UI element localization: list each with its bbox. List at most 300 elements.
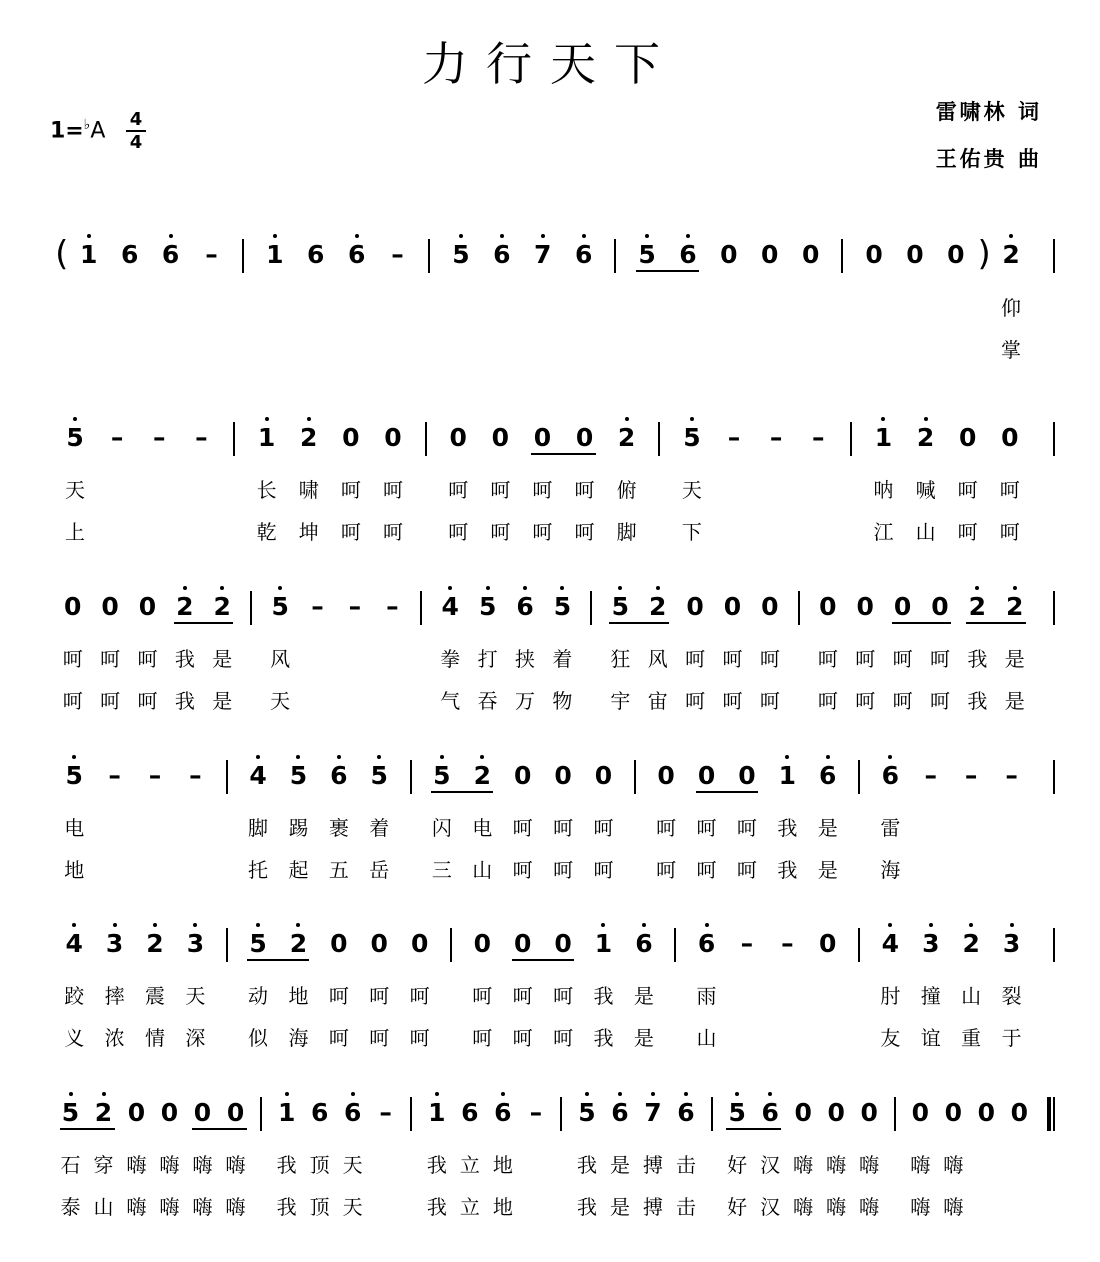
high-dot [278,586,282,590]
lyric: 嗨 [225,1195,246,1219]
note: 2 [962,929,980,958]
lyric: 嗨 [826,1195,847,1219]
note: 0 [794,1098,812,1127]
barline [226,928,228,962]
lyric: 好 [727,1195,748,1219]
high-dot [1009,234,1013,238]
lyric: 呵 [553,858,574,882]
lyric: 呵 [137,689,158,713]
dash: – [811,423,825,452]
underline [892,622,951,624]
lyric: 天 [681,478,702,502]
lyricist-credit: 雷啸林 词 [935,100,1042,124]
note: 6 [493,240,511,269]
lyric: 呵 [696,858,717,882]
lyric: 起 [288,858,309,882]
dash: – [529,1098,543,1127]
note: 0 [226,1098,245,1127]
lyric: 天 [342,1195,363,1219]
note: 1 [778,761,797,790]
lyric: 呵 [722,689,743,713]
note: 2 [176,592,194,621]
lyric: 物 [552,689,573,713]
lyric: 嗨 [793,1195,814,1219]
lyric: 脚 [616,520,637,544]
lyric: 挟 [515,647,536,671]
high-dot [459,234,463,238]
lyric: 脚 [248,816,269,840]
note: 5 [578,1098,596,1127]
lyric: 汉 [760,1153,781,1177]
lyric: 友 [880,1026,901,1050]
high-dot [888,923,892,927]
high-dot [500,234,504,238]
lyric: 呵 [532,478,553,502]
lyric: 嗨 [126,1195,147,1219]
note: 0 [513,929,532,958]
lyric: 呵 [957,520,978,544]
note: 3 [105,929,124,958]
high-dot [273,234,277,238]
note: 0 [977,1098,996,1127]
note: 6 [494,1098,512,1127]
lyric: 天 [270,689,291,713]
note: 0 [958,423,977,452]
note: 6 [461,1098,479,1127]
lyric: 呵 [855,689,876,713]
lyric: 我 [276,1153,297,1177]
lyric: 我 [426,1153,447,1177]
dash: – [391,240,404,269]
lyric: 呵 [512,1026,533,1050]
barline [1053,928,1055,962]
note: 6 [343,1098,362,1127]
lyric: 呵 [340,520,361,544]
high-dot [975,586,979,590]
lyric: 深 [185,1026,206,1050]
lyric: 仰 [1001,296,1022,320]
lyric: 我 [426,1195,447,1219]
lyric: 呵 [490,478,511,502]
note: 3 [186,929,205,958]
barline [242,239,244,273]
lyric: 电 [64,816,85,840]
barline [850,422,852,456]
lyric: 呵 [999,520,1020,544]
lyric: 坤 [298,520,319,544]
note: 1 [266,240,284,269]
note: 0 [138,592,157,621]
lyric: 呵 [593,816,614,840]
lyric: 我 [967,689,988,713]
lyric: 搏 [643,1195,663,1219]
lyric: 天 [185,984,206,1008]
high-dot [618,1092,622,1096]
lyric: 万 [515,689,536,713]
lyric: 宇 [610,689,631,713]
underline [431,791,493,793]
lyric: 山 [696,1026,717,1050]
high-dot [645,234,649,238]
underline [966,622,1025,624]
high-dot [768,1092,772,1096]
note: 3 [1002,929,1021,958]
lyric: 好 [727,1153,748,1177]
lyric: 是 [1004,689,1025,713]
high-dot [686,234,690,238]
lyric: 裹 [328,816,349,840]
dash: – [189,761,202,790]
note: 6 [611,1098,629,1127]
high-dot [448,586,452,590]
note: 0 [761,240,779,269]
high-dot [73,417,77,421]
barline [420,591,422,625]
lyric: 嗨 [159,1153,180,1177]
lyric: 撞 [920,984,941,1008]
underline [174,622,233,624]
note: 0 [1001,423,1019,452]
high-dot [1010,923,1014,927]
composer-credit: 王佑贵 曲 [935,147,1042,171]
lyric: 三 [431,858,452,882]
lyric: 摔 [104,984,125,1008]
lyric: 呵 [574,520,595,544]
high-dot [656,586,660,590]
high-dot [523,586,527,590]
lyric: 着 [369,816,390,840]
lyric: 天 [65,478,86,502]
lyric: 是 [212,689,233,713]
lyric: 呵 [382,478,403,502]
high-dot [435,1092,439,1096]
lyric: 山 [961,984,982,1008]
final-barline [1047,1097,1051,1131]
lyric: 跤 [64,984,85,1008]
lyric: 呵 [490,520,511,544]
note: 0 [906,240,924,269]
lyric: 上 [65,520,86,544]
dash: – [148,761,162,790]
high-dot [1013,586,1017,590]
lyric: 呵 [409,1026,430,1050]
lyric: 海 [288,1026,309,1050]
lyric: 雷 [880,816,901,840]
note: 0 [533,423,552,452]
lyric: 呵 [736,816,757,840]
note: 0 [911,1098,930,1127]
note: 6 [697,929,716,958]
barline [674,928,676,962]
lyric: 我 [777,858,798,882]
note: 5 [452,240,470,269]
note: 0 [127,1098,146,1127]
high-dot [501,1092,505,1096]
high-dot [690,417,694,421]
lyric: 江 [873,520,894,544]
note: 5 [271,592,289,621]
high-dot [480,755,484,759]
note: 0 [410,929,429,958]
barline [1053,1097,1055,1131]
note: 2 [94,1098,113,1127]
high-dot [929,923,933,927]
note: 2 [146,929,164,958]
high-dot [541,234,545,238]
lyric: 呵 [929,647,950,671]
dash: – [781,929,794,958]
note: 6 [679,240,697,269]
note: 6 [677,1098,695,1127]
lyric: 震 [145,984,165,1008]
lyric: 天 [342,1153,363,1177]
high-dot [256,755,260,759]
note: 2 [473,761,491,790]
high-dot [888,755,892,759]
note: 0 [931,592,949,621]
barline [1053,239,1055,273]
note: 6 [881,761,900,790]
lyric: 呵 [957,478,978,502]
lyric: 嗨 [910,1195,931,1219]
note: 0 [370,929,388,958]
note: 5 [66,423,84,452]
high-dot [72,755,76,759]
lyric: 风 [270,647,291,671]
lyric: 嗨 [793,1153,814,1177]
note: 6 [120,240,139,269]
lyric: 呐 [873,478,894,502]
lyric: 汉 [760,1195,781,1219]
lyric: 我 [593,1026,614,1050]
lyric: 嗨 [859,1153,880,1177]
note: 0 [63,592,82,621]
lyric: 呵 [696,816,717,840]
lyric: 托 [248,858,269,882]
high-dot [169,234,173,238]
underline [192,1128,247,1130]
lyric: 我 [577,1153,597,1177]
note: 2 [617,423,636,452]
lyric: 打 [477,647,498,671]
lyric: 下 [681,520,702,544]
lyric: 我 [174,647,195,671]
note: 0 [554,929,572,958]
dash: – [386,592,399,621]
note: 0 [330,929,348,958]
note: 5 [683,423,701,452]
note: 5 [611,592,630,621]
dash: – [348,592,362,621]
note: 4 [249,761,267,790]
note: 6 [161,240,180,269]
underline [531,453,595,455]
high-dot [351,1092,355,1096]
lyric: 嗨 [192,1195,213,1219]
note: 7 [644,1098,662,1127]
note: 3 [922,929,940,958]
lyric: 呵 [369,1026,390,1050]
note: 6 [307,240,325,269]
key-flat: ♭ [83,117,91,133]
note: 6 [761,1098,779,1127]
lyric: 地 [288,984,309,1008]
lyric: 呵 [62,689,83,713]
high-dot [585,1092,589,1096]
underline [512,959,574,961]
note: 0 [473,929,491,958]
time-bottom: 4 [129,132,143,153]
note: 0 [893,592,912,621]
lyric: 呵 [892,647,913,671]
high-dot [881,417,885,421]
lyric: 气 [440,689,461,713]
note: 0 [1010,1098,1029,1127]
dash: – [379,1098,392,1127]
lyric: 呵 [472,1026,493,1050]
lyric: 呵 [685,647,706,671]
paren: ( [55,234,69,274]
high-dot [265,417,269,421]
high-dot [87,234,91,238]
dash: – [311,592,324,621]
underline [247,959,309,961]
note: 0 [720,240,738,269]
note: 6 [819,761,837,790]
barline [250,591,252,625]
lyric: 嗨 [225,1153,246,1177]
lyric: 呵 [736,858,757,882]
lyric: 呵 [553,984,574,1008]
dash: – [740,929,754,958]
lyric: 嗨 [943,1153,964,1177]
note: 0 [554,761,572,790]
barline [590,591,592,625]
lyric: 是 [817,816,838,840]
lyric: 裂 [1001,984,1022,1008]
key-signature [50,117,105,143]
note: 0 [947,240,965,269]
barline [226,760,228,794]
barline [798,591,800,625]
high-dot [337,755,341,759]
lyric: 嗨 [859,1195,880,1219]
lyric: 立 [459,1153,480,1177]
note: 0 [575,423,594,452]
lyric: 宙 [647,689,668,713]
note: 5 [249,929,267,958]
note: 0 [944,1098,963,1127]
note: 1 [277,1098,296,1127]
lyric: 呵 [512,858,533,882]
lyric: 岳 [369,858,390,882]
note: 0 [860,1098,878,1127]
lyric: 是 [633,1026,654,1050]
lyric: 嗨 [192,1153,213,1177]
note: 2 [213,592,231,621]
high-dot [486,586,490,590]
lyric: 五 [328,858,349,882]
high-dot [642,923,646,927]
high-dot [969,923,973,927]
dash: – [1005,761,1018,790]
note: 1 [594,929,613,958]
note: 6 [347,240,366,269]
barline [410,1097,412,1131]
lyric: 是 [817,858,838,882]
lyric: 着 [552,647,573,671]
lyric: 嗨 [943,1195,964,1219]
high-dot [377,755,381,759]
note: 2 [916,423,935,452]
lyric: 呵 [137,647,158,671]
lyric: 义 [64,1026,85,1050]
note: 0 [491,423,510,452]
high-dot [440,755,444,759]
note: 0 [801,240,820,269]
note: 6 [330,761,348,790]
lyric: 呵 [656,858,677,882]
lyric: 呵 [328,984,349,1008]
note: 0 [160,1098,179,1127]
lyric: 呵 [340,478,361,502]
lyric: 谊 [920,1026,941,1050]
note: 1 [428,1098,446,1127]
lyric: 呵 [759,689,780,713]
barline [1053,422,1055,456]
lyric: 呵 [759,647,780,671]
lyric: 是 [633,984,654,1008]
lyric: 顶 [309,1195,330,1219]
high-dot [735,1092,739,1096]
note: 0 [594,761,613,790]
lyric: 立 [459,1195,480,1219]
lyric: 击 [676,1153,696,1177]
lyric: 呵 [100,647,121,671]
high-dot [296,923,300,927]
note: 2 [649,592,667,621]
note: 1 [80,240,98,269]
high-dot [153,923,157,927]
high-dot [625,417,629,421]
note: 0 [657,761,675,790]
lyric: 呵 [100,689,121,713]
high-dot [785,755,789,759]
barline [658,422,660,456]
lyric: 是 [1004,647,1025,671]
lyric: 掌 [1001,338,1022,362]
dash: – [205,240,218,269]
lyric: 石 [60,1153,81,1177]
lyric: 电 [472,816,493,840]
underline [696,791,758,793]
lyric: 是 [610,1195,630,1219]
note: 5 [728,1098,746,1127]
lyric: 呵 [855,647,876,671]
lyric: 是 [212,647,233,671]
high-dot [705,923,709,927]
note: 5 [638,240,656,269]
note: 0 [697,761,716,790]
lyric: 似 [248,1026,269,1050]
note: 5 [478,592,497,621]
high-dot [307,417,311,421]
lyric: 呵 [722,647,743,671]
barline [1053,591,1055,625]
lyric: 我 [276,1195,297,1219]
barline [260,1097,262,1131]
underline [726,1128,781,1130]
